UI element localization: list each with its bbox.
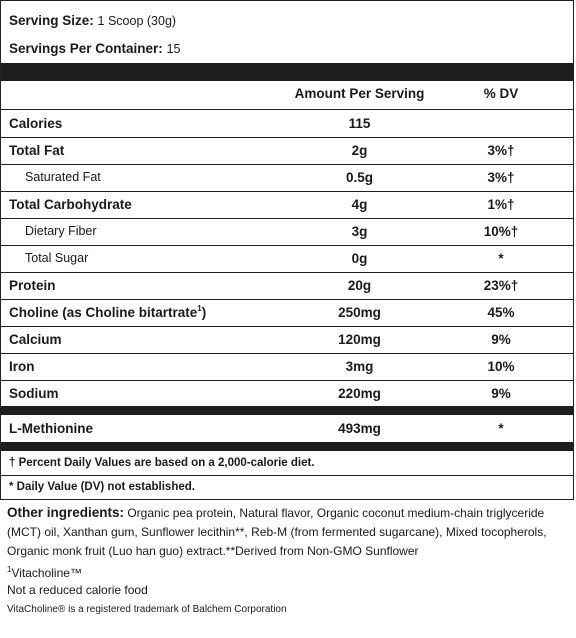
nutrient-amount: 493mg [338, 421, 381, 436]
other-ingredients [7, 503, 569, 561]
column-header-row [1, 86, 573, 106]
nutrient-name: Sodium [9, 386, 59, 401]
nutrient-dv: * [498, 251, 504, 266]
nutrient-name: Calories [9, 116, 63, 131]
nutrient-amount: 0g [351, 251, 368, 266]
divider [1, 272, 573, 273]
divider [1, 164, 573, 165]
dv-header: % DV [483, 86, 519, 101]
nutrient-amount: 2g [351, 143, 368, 158]
nutrient-name: L-Methionine [9, 421, 93, 436]
nutrient-dv: 3%† [487, 170, 515, 185]
nutrient-amount: 4g [351, 197, 368, 212]
thick-divider [1, 442, 573, 451]
divider [1, 380, 573, 381]
nutrient-amount: 115 [348, 116, 371, 131]
divider [1, 326, 573, 327]
ingredients-label: Other ingredients: [7, 505, 125, 520]
divider [1, 191, 573, 192]
serving-size-row [1, 13, 573, 33]
nutrient-amount: 250mg [338, 305, 381, 320]
servings-per-container-row [1, 41, 573, 61]
divider [1, 245, 573, 246]
footnote-dv-not-established: * Daily Value (DV) not established. [9, 481, 195, 493]
ingredients-text: Organic pea protein, Natural flavor, Organic coconut medium-chain triglyceride (MCT) oil, Xanthan gum, Sunflower lecithin**, Reb-M (from fermented sugarcane), Mixed tocopherols, Organic monk fruit (Luo han guo) extract.**Derived from Non-GMO Sunflower [7, 506, 547, 558]
nutrient-dv: 45% [487, 305, 515, 320]
footnote-marker: 1 [197, 304, 202, 313]
nutrient-amount: 20g [347, 278, 372, 293]
trademark-note: VitaCholine® is a registered trademark of Balchem Corporation [7, 604, 287, 615]
divider [1, 475, 573, 476]
servings-per-container-value: 15 [166, 42, 181, 56]
nutrient-name: Protein [9, 278, 56, 293]
nutrient-dv: 9% [491, 332, 511, 347]
reduced-calorie-note: Not a reduced calorie food [7, 583, 148, 597]
footnote-percent-dv: † Percent Daily Values are based on a 2,000-calorie diet. [9, 457, 315, 469]
nutrient-amount: 3mg [345, 359, 374, 374]
nutrient-name: Dietary Fiber [25, 224, 97, 238]
thick-divider [1, 406, 573, 415]
nutrient-amount: 220mg [338, 386, 381, 401]
divider [1, 218, 573, 219]
nutrient-dv: 10%† [483, 224, 519, 239]
divider [1, 109, 573, 110]
serving-size-label: Serving Size: [9, 13, 94, 28]
nutrient-name: Saturated Fat [25, 170, 101, 184]
nutrient-amount: 120mg [338, 332, 381, 347]
nutrient-dv: * [498, 421, 504, 436]
footnote-marker: 1 [7, 565, 12, 574]
nutrient-name: Calcium [9, 332, 62, 347]
nutrient-name: Total Fat [9, 143, 65, 158]
nutrient-amount: 0.5g [345, 170, 373, 185]
serving-size-value: 1 Scoop (30g) [97, 14, 177, 28]
nutrient-dv: 1%† [487, 197, 515, 212]
nutrient-name: Total Carbohydrate [9, 197, 132, 212]
vitacholine-note: $^1$Vitacholine™ [7, 565, 82, 580]
nutrient-name: Iron [9, 359, 35, 374]
nutrient-dv: 9% [491, 386, 511, 401]
divider [1, 353, 573, 354]
thick-divider [1, 63, 573, 81]
nutrient-amount: 3g [351, 224, 368, 239]
nutrient-name: Choline (as Choline bitartrate$^1$) [9, 304, 207, 320]
divider [1, 137, 573, 138]
nutrient-dv: 23%† [483, 278, 519, 293]
amount-header: Amount Per Serving [294, 86, 425, 101]
nutrient-dv: 10% [487, 359, 515, 374]
divider [1, 299, 573, 300]
nutrient-name: Total Sugar [25, 251, 89, 265]
servings-per-container-label: Servings Per Container: [9, 41, 163, 56]
nutrient-dv: 3%† [487, 143, 515, 158]
